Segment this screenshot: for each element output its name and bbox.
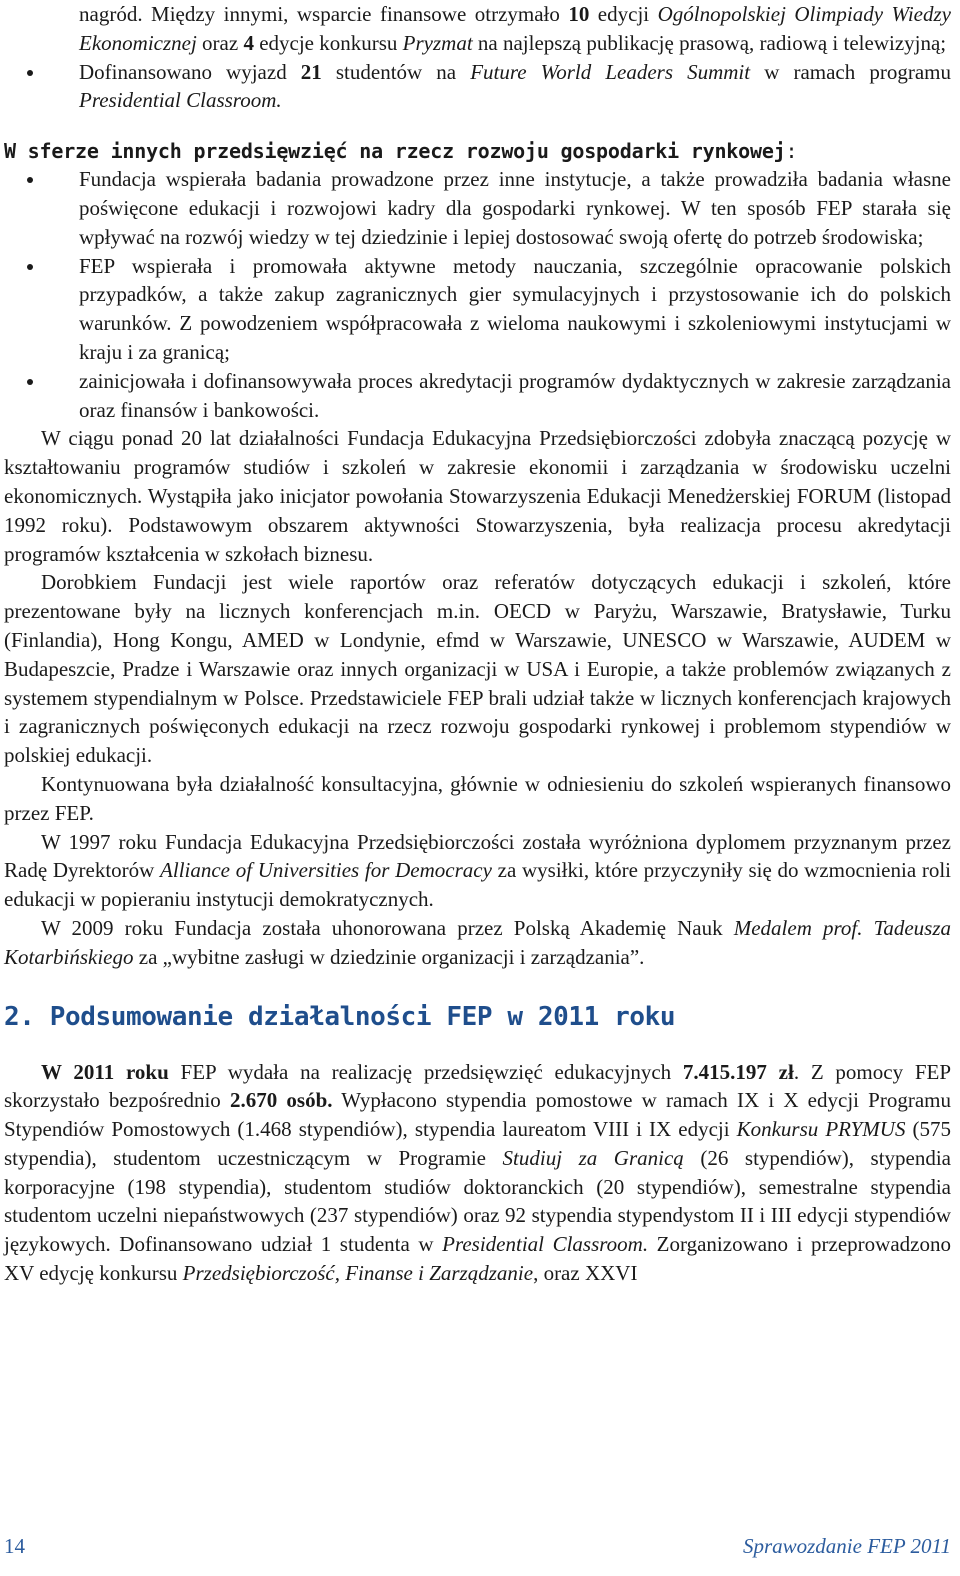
italic-run: Presidential Classroom.	[79, 88, 282, 113]
section-heading: 2. Podsumowanie działalności FEP w 2011 roku	[4, 1001, 676, 1032]
text-run: W 1997 roku Fundacja Edukacyjna Przedsiębiorczości została wyróżniona dyplomem przyznanym przez Radę Dyrektorów	[4, 829, 951, 883]
list-item-text: zainicjowała i dofinansowywała proces akredytacji programów dydaktycznych w zakresie zarządzania oraz finansów i bankowości.	[79, 368, 951, 422]
italic-run: Presidential Classroom.	[442, 1232, 649, 1257]
text-run: studentów na	[321, 59, 471, 84]
italic-run: Pryzmat	[402, 30, 473, 55]
section-lead-heading: W sferze innych przedsięwzięć na rzecz rozwoju gospodarki rynkowej:	[4, 139, 798, 164]
text-run: za wysiłki, które przyczyniły się do wzmocnienia roli edukacji w popieraniu instytucji demokratycznych.	[4, 858, 952, 912]
page-footer	[4, 1534, 951, 1564]
rich-text	[79, 2, 951, 55]
document-page	[4, 0, 951, 1288]
text-run: (575 stypendia), studentom uczestniczącym w Programie	[4, 1117, 951, 1170]
list-item	[4, 58, 951, 116]
bold-run: 2.670 osób.	[229, 1088, 333, 1113]
bold-run: W 2011 roku	[41, 1059, 169, 1084]
italic-run: Studiuj za Granicą	[502, 1145, 684, 1170]
bold-run: 4	[243, 30, 254, 55]
bold-run: 21	[300, 59, 322, 84]
bold-run: 10	[568, 2, 590, 26]
section-bullet-list	[4, 165, 951, 424]
paragraph	[4, 1058, 951, 1288]
bold-run: 7.415.197 zł	[682, 1059, 794, 1084]
text-run: W ciągu ponad 20 lat działalności Fundacja Edukacyjna Przedsiębiorczości zdobyła znaczącą pozycję w kształtowaniu programów studiów i szkoleń w zakresie ekonomii i zarządzania w środowisku uczelni ekonomicznych. Wystąpiła jako inicjator powołania Stowarzyszenia Edukacji Menedżerskiej FORUM (listopad 1992 roku). Podstawowym obszarem aktywności Stowarzyszenia, była realizacja procesu akredytacji programów kształcenia w szkołach biznesu.	[4, 426, 951, 566]
text-run: FEP wydała na realizację przedsięwzięć edukacyjnych	[168, 1059, 683, 1084]
text-run: nagród. Między innymi, wsparcie finansowe otrzymało	[79, 2, 569, 26]
italic-run: Alliance of Universities for Democracy	[160, 858, 492, 883]
bullet-icon	[27, 177, 33, 183]
text-run: edycji	[589, 2, 658, 26]
list-item-text: Fundacja wspierała badania prowadzone przez inne instytucje, a także prowadziła badania własne poświęcone edukacji i rozwojowi kadry dla gospodarki rynkowej. W ten sposób FEP starała się wpływać na rozwój wiedzy w tej dziedzinie i lepiej dostosować swoją ofertę do potrzeb środowiska;	[79, 167, 951, 249]
top-bullet-list	[4, 0, 951, 115]
list-item	[4, 252, 951, 367]
paragraph	[4, 770, 951, 828]
italic-run: Medalem prof. Tadeusza Kotarbińskiego	[4, 915, 951, 969]
bullet-icon	[27, 264, 33, 270]
footer-title: Sprawozdanie FEP 2011	[742, 1534, 951, 1558]
text-run: W 2009 roku Fundacja została uhonorowana przez Polską Akademię Nauk	[41, 915, 734, 940]
italic-run: Przedsiębiorczość, Finanse i Zarządzanie	[182, 1261, 534, 1286]
text-run: Zorganizowano i przeprowadzono XV edycję konkursu	[4, 1232, 951, 1286]
text-run: w ramach programu	[750, 59, 951, 84]
list-item	[4, 0, 951, 58]
italic-run: Ogólnopolskiej Olimpiady Wiedzy Ekonomicznej	[79, 2, 951, 55]
text-run: . Z pomocy FEP skorzystało bezpośrednio	[4, 1059, 952, 1113]
text-run: Kontynuowana była działalność konsultacyjna, głównie w odniesieniu do szkoleń wspieranych finansowo przez FEP.	[4, 771, 951, 825]
text-run: (26 stypendiów), stypendia korporacyjne (198 stypendia), studentom studiów doktoranckich (20 stypendiów), semestralne stypendia studentom uczelni niepaństwowych (237 stypendiów) oraz 92 stypendia stypendystom II i III edycji stypendiów językowych. Dofinansowano udział 1 studenta w	[4, 1145, 952, 1257]
list-item	[4, 165, 951, 251]
text-run: , oraz XXVI	[533, 1261, 638, 1286]
text-run: na najlepszą publikację prasową, radiową i telewizyjną;	[472, 30, 947, 55]
list-item-text: FEP wspierała i promowała aktywne metody nauczania, szczególnie opracowanie polskich przypadków, a także zakup zagranicznych gier symulacyjnych i przystosowanie ich do polskich warunków. Z powodzeniem współpracowała z wieloma naukowymi i szkoleniowymi instytucjami w kraju i za granicą;	[79, 253, 951, 364]
text-run: Dorobkiem Fundacji jest wiele raportów oraz referatów dotyczących edukacji i szkoleń, które prezentowane były na licznych konferencjach m.in. OECD w Paryżu, Warszawie, Bratysławie, Turku (Finlandia), Hong Kongu, AMED w Londynie, efmd w Warszawie, UNESCO w Warszawie, AUDEM w Budapeszcie, Pradze i Warszawie oraz innych organizacji w USA i Europie, a także problemów związanych z systemem stypendialnym w Polsce. Przedstawiciele FEP brali udział także w licznych konferencjach krajowych i zagranicznych poświęconych edukacji na rzecz rozwoju gospodarki rynkowej i problemom stypendiów w polskiej edukacji.	[4, 570, 951, 768]
rich-text	[79, 60, 951, 113]
bullet-icon	[27, 379, 33, 385]
paragraph	[4, 568, 951, 770]
bullet-icon	[27, 70, 33, 76]
italic-run: Future World Leaders Summit	[470, 59, 751, 84]
text-run: za „wybitne zasługi w dziedzinie organizacji i zarządzania”.	[133, 944, 645, 969]
text-run: oraz	[196, 30, 244, 55]
page-number: 14	[4, 1534, 25, 1558]
paragraph	[4, 914, 951, 972]
paragraph	[4, 424, 951, 568]
text-run: Wypłacono stypendia pomostowe w ramach IX i X edycji Programu Stypendiów Pomostowych (1.468 stypendiów), stypendia laureatom VIII i IX edycji	[4, 1088, 951, 1142]
text-run: Dofinansowano wyjazd	[79, 59, 301, 84]
paragraph	[4, 828, 951, 914]
italic-run: Konkursu PRYMUS	[736, 1117, 906, 1142]
text-run: edycje konkursu	[253, 30, 403, 55]
list-item	[4, 367, 951, 425]
